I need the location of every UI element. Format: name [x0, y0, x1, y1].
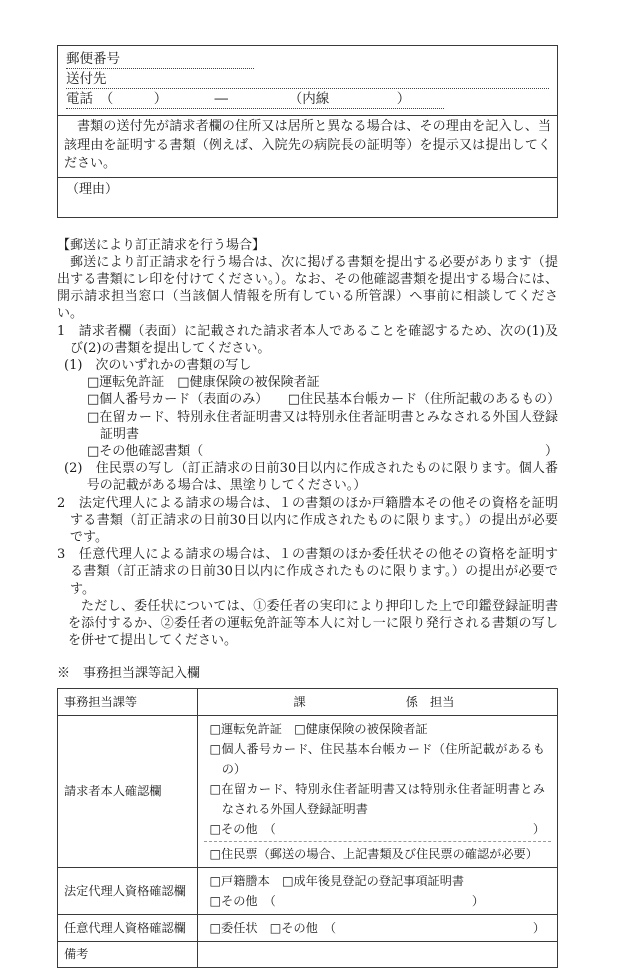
phone-row — [66, 89, 549, 109]
table-row-legal-agent — [58, 867, 558, 914]
table-other-open: □その他 （ — [209, 821, 276, 836]
checkbox-table-koseki[interactable]: □戸籍謄本 □成年後見登記の登記事項証明書 — [209, 873, 465, 888]
header-kakari: 係 担当 — [405, 694, 455, 709]
address-box — [57, 45, 558, 218]
ininjo-open: □委任状 □その他 （ — [209, 920, 337, 935]
paragraph-item-2: 2 法定代理人による請求の場合は、１の書類のほか戸籍謄本その他その資格を証明する書類（訂正請求の日前30日以内に作成されたものに限ります。）の提出が必要です。 — [57, 495, 558, 545]
sendto-row — [66, 69, 549, 89]
sendto-note: 書類の送付先が請求者欄の住所又は居所と異なる場合は、その理由を記入し、当該理由を証明する書類（例えば、入院先の病院長の証明等）を提示又は提出してください。 — [58, 115, 557, 177]
table-row-remarks — [58, 941, 558, 967]
checkbox-line-residence-card[interactable]: □在留カード、特別永住者証明書又は特別永住者証明書とみなされる外国人登録証明書 — [87, 409, 558, 442]
header-label-cell: 事務担当課等 — [58, 688, 198, 715]
requester-label-cell: 請求者本人確認欄 — [58, 715, 198, 867]
table-row-requester — [58, 715, 558, 867]
mail-section-heading: 【郵送により訂正請求を行う場合】 — [57, 237, 266, 253]
paragraph-sub-2: (2) 住民票の写し（訂正請求の日前30日以内に作成されたものに限ります。個人番号の記載がある場合は、黒塗りしてください。） — [64, 461, 558, 494]
postal-code-label: 郵便番号 — [66, 50, 120, 67]
remarks-label-cell: 備考 — [58, 941, 198, 967]
paragraph-item-3-note: ただし、委任状については、①委任者の実印により押印した上で印鑑登録証明書を添付するか、②委任者の運転免許証等本人に対し一に限り発行される書類の写しを併せて提出してください。 — [68, 598, 558, 649]
legal-other-close: ） — [471, 893, 485, 908]
remarks-field[interactable] — [197, 941, 558, 967]
checkbox-table-license-insurance[interactable]: □運転免許証 □健康保険の被保険者証 — [209, 721, 428, 736]
document-page — [57, 45, 561, 968]
ininjo-close: ） — [532, 920, 545, 935]
checkbox-table-other[interactable] — [210, 819, 546, 839]
phone-label: 電話 （ ） ― （内線 ） — [66, 90, 411, 107]
checkbox-table-juminhyo[interactable]: □住民票（郵送の場合、上記書類及び住民票の確認が必要） — [204, 841, 552, 866]
table-other-close: ） — [532, 821, 545, 836]
reason-field[interactable] — [58, 177, 557, 217]
header-ka: 課 — [293, 694, 306, 709]
checkbox-line-other-docs[interactable] — [87, 443, 558, 460]
voluntary-agent-body-cell — [197, 914, 558, 941]
checkbox-table-mynumber-jyuki[interactable]: □個人番号カード、住民基本台帳カード（住所記載があるもの） — [209, 741, 545, 776]
checkbox-line-mynumber-jyuki[interactable]: □個人番号カード（表面のみ） □住民基本台帳カード（住所記載のあるもの） — [87, 392, 561, 408]
voluntary-agent-label-cell: 任意代理人資格確認欄 — [58, 914, 198, 941]
checkbox-table-legal-other[interactable] — [210, 891, 546, 911]
requester-doc-list — [204, 717, 552, 841]
legal-other-open: □その他 （ — [209, 893, 276, 908]
office-table — [57, 688, 558, 968]
requester-body-cell — [197, 715, 558, 867]
table-other-blank[interactable] — [276, 819, 533, 839]
legal-agent-label-cell: 法定代理人資格確認欄 — [58, 867, 198, 914]
legal-agent-body-cell — [197, 867, 558, 914]
checkbox-line-license-insurance[interactable]: □運転免許証 □健康保険の被保険者証 — [87, 375, 320, 391]
table-row-header — [58, 688, 558, 715]
other-docs-open: □その他確認書類（ — [87, 443, 204, 459]
office-table-caption: ※ 事務担当課等記入欄 — [57, 666, 201, 682]
checkbox-table-ininjo[interactable] — [210, 918, 546, 938]
paragraph-item-1: 1 請求者欄（表面）に記載された請求者本人であることを確認するため、次の(1)及び(2)の書類を提出してください。 — [57, 323, 558, 356]
other-docs-blank[interactable] — [203, 443, 545, 460]
header-right-cell — [197, 688, 558, 715]
phone-field[interactable] — [66, 91, 444, 109]
postal-code-row — [66, 49, 549, 69]
sendto-label: 送付先 — [66, 70, 107, 87]
checkbox-table-residence-card[interactable]: □在留カード、特別永住者証明書又は特別永住者証明書とみなされる外国人登録証明書 — [209, 781, 545, 816]
reason-label: （理由） — [66, 181, 119, 197]
address-fields — [58, 46, 557, 115]
paragraph-sub-1-title: (1) 次のいずれかの書類の写し — [64, 357, 252, 373]
paragraph-item-3: 3 任意代理人による請求の場合は、１の書類のほか委任状その他その資格を証明する書類（訂正請求の日前30日以内に作成されたものに限ります。）の提出が必要です。 — [57, 547, 558, 597]
ininjo-blank[interactable] — [336, 918, 533, 938]
table-row-voluntary-agent — [58, 914, 558, 941]
other-docs-close: ） — [544, 443, 558, 459]
sendto-field[interactable] — [66, 71, 549, 89]
postal-code-field[interactable] — [66, 51, 254, 69]
mail-section-intro: 郵送により訂正請求を行う場合は、次に掲げる書類を提出する必要があります（提出する書類にレ印を付けてください。）。なお、その他確認書類を提出する場合には、開示請求担当窓口（当該個人情報を所有している所管課）へ事前に相談してください。 — [57, 254, 558, 322]
